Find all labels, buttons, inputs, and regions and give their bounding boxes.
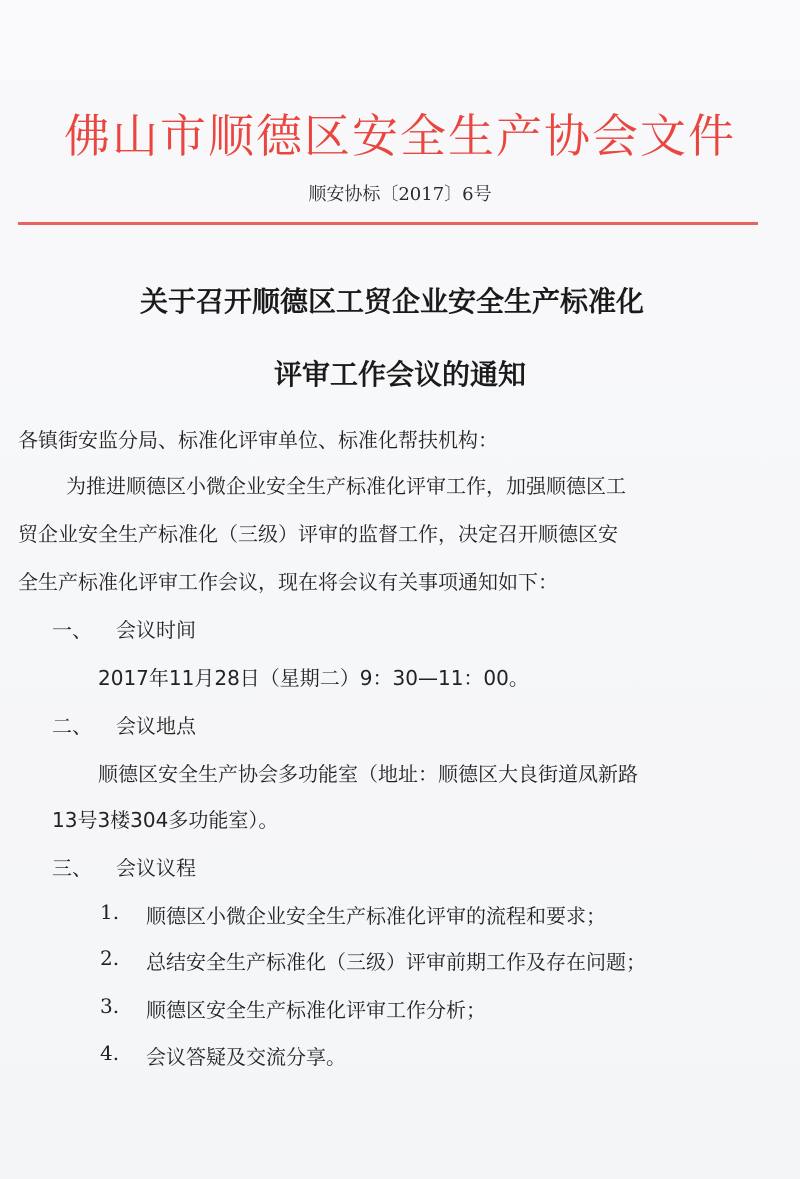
org-header-title: 佛山市顺德区安全生产协会文件	[64, 109, 736, 163]
notice-title-line-2: 评审工作会议的通知	[273, 358, 526, 391]
intro-paragraph-line: 全生产标准化评审工作会议，现在将会议有关事项通知如下：	[18, 570, 558, 594]
agenda-item-text: 会议答疑及交流分享。	[146, 1045, 346, 1069]
section-heading: 会议议程	[116, 856, 196, 880]
notice-title-line-1: 关于召开顺德区工贸企业安全生产标准化	[139, 285, 644, 318]
red-divider-line	[18, 222, 758, 225]
section-number: 三、	[52, 856, 92, 880]
agenda-item-number: 2.	[100, 946, 120, 970]
agenda-item-number: 1.	[100, 900, 120, 924]
section-number: 二、	[52, 714, 92, 738]
section-content-line: 13号3楼304多功能室）。	[52, 808, 279, 832]
section-content-line: 2017年11月28日（星期二）9：30—11：00。	[98, 666, 529, 690]
agenda-item-text: 顺德区安全生产标准化评审工作分析；	[146, 998, 486, 1022]
section-heading: 会议时间	[116, 618, 196, 642]
section-heading: 会议地点	[116, 714, 196, 738]
section-content-line: 顺德区安全生产协会多功能室（地址：顺德区大良街道凤新路	[98, 762, 638, 786]
document-number: 顺安协标〔2017〕6号	[308, 184, 492, 205]
agenda-item-text: 总结安全生产标准化（三级）评审前期工作及存在问题；	[146, 950, 646, 974]
section-number: 一、	[52, 618, 92, 642]
addressee: 各镇街安监分局、标准化评审单位、标准化帮扶机构：	[18, 428, 498, 452]
intro-paragraph-line: 为推进顺德区小微企业安全生产标准化评审工作，加强顺德区工	[66, 474, 626, 498]
agenda-item-number: 3.	[100, 994, 120, 1018]
agenda-item-text: 顺德区小微企业安全生产标准化评审的流程和要求；	[146, 904, 606, 928]
intro-paragraph-line: 贸企业安全生产标准化（三级）评审的监督工作，决定召开顺德区安	[18, 522, 618, 546]
agenda-item-number: 4.	[100, 1041, 120, 1065]
